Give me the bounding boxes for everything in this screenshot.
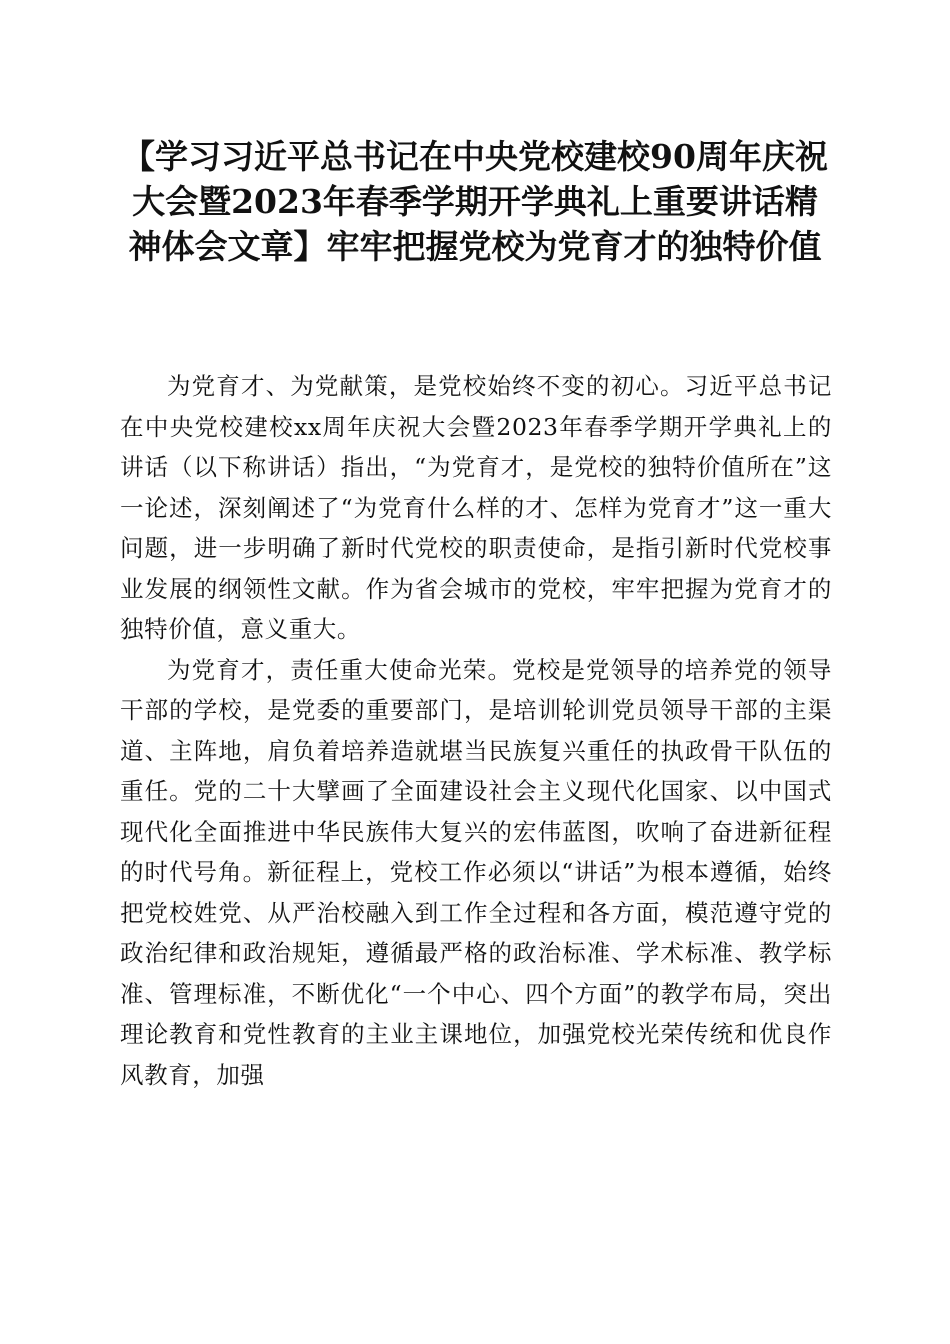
- paragraph-2: 为党育才，责任重大使命光荣。党校是党领导的培养党的领导干部的学校，是党委的重要部门，是培训轮训党员领导干部的主渠道、主阵地，肩负着培养造就堪当民族复兴重任的执政骨干队伍的重任。党的二十大擘画了全面建设社会主义现代化国家、以中国式现代化全面推进中华民族伟大复兴的宏伟蓝图，吹响了奋进新征程的时代号角。新征程上，党校工作必须以“讲话”为根本遵循，始终把党校姓党、从严治校融入到工作全过程和各方面，模范遵守党的政治纪律和政治规矩，遵循最严格的政治标准、学术标准、教学标准、管理标准，不断优化“一个中心、四个方面”的教学布局，突出理论教育和党性教育的主业主课地位，加强党校光荣传统和优良作风教育，加强: [120, 655, 832, 1089]
- document-title: 【学习习近平总书记在中央党校建校90周年庆祝大会暨2023年春季学期开学典礼上重要讲话精神体会文章】牢牢把握党校为党育才的独特价值: [122, 137, 828, 266]
- paragraph-1: 为党育才、为党献策，是党校始终不变的初心。习近平总书记在中央党校建校xx周年庆祝大会暨2023年春季学期开学典礼上的讲话（以下称讲话）指出，“为党育才，是党校的独特价值所在”这一论述，深刻阐述了“为党育什么样的才、怎样为党育才”这一重大问题，进一步明确了新时代党校的职责使命，是指引新时代党校事业发展的纲领性文献。作为省会城市的党校，牢牢把握为党育才的独特价值，意义重大。: [120, 372, 832, 643]
- document-body: [120, 366, 832, 1095]
